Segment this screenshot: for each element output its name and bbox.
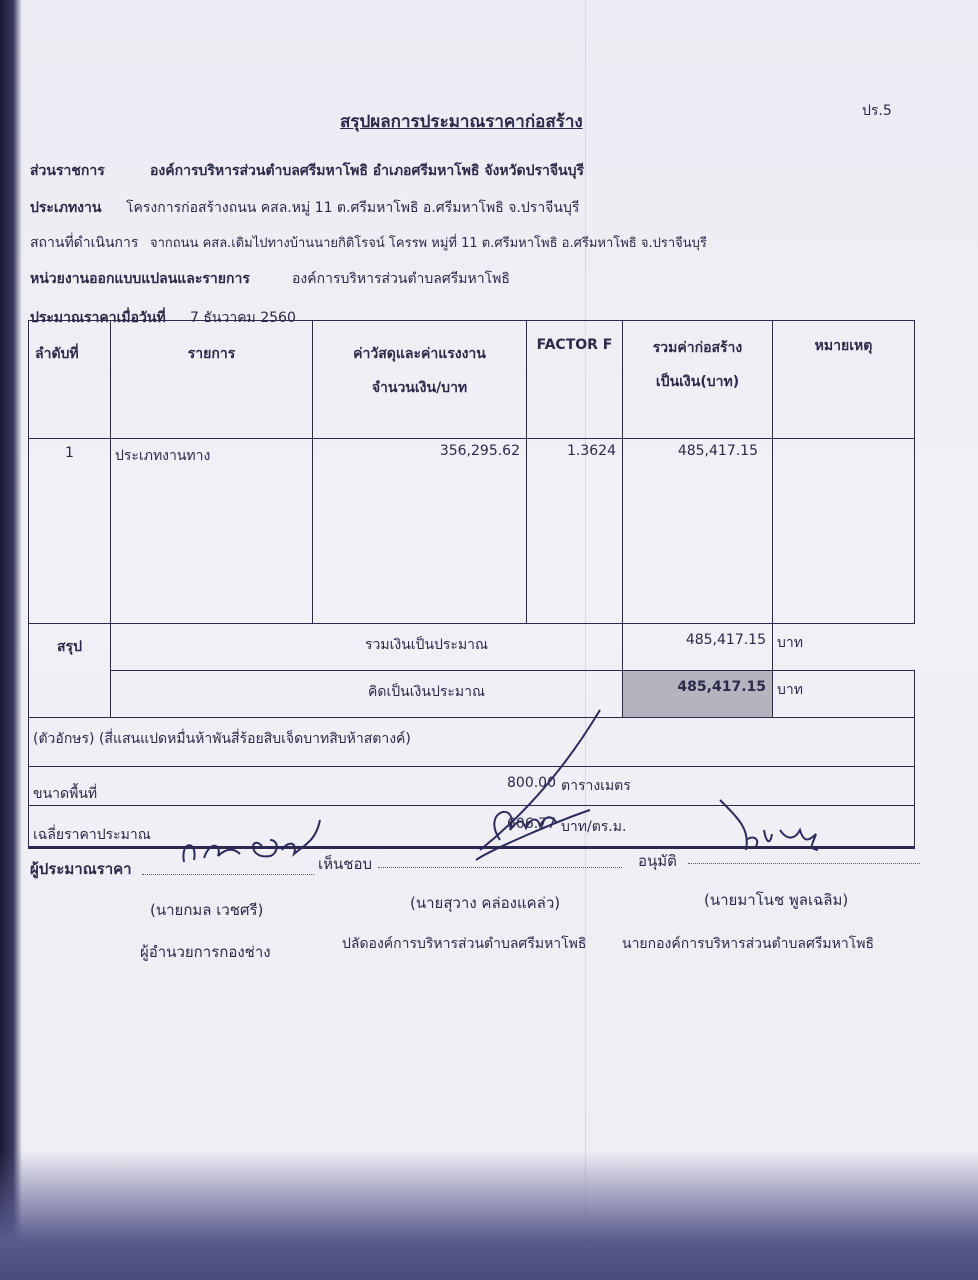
page-bottom-shadow <box>0 1150 978 1280</box>
avg-label: เฉลี่ยราคาประมาณ <box>33 827 151 843</box>
header-cost-line1: ค่าวัสดุและค่าแรงงาน <box>353 346 486 362</box>
row-cost: 356,295.62 <box>313 439 527 624</box>
agency-value: องค์การบริหารส่วนตำบลศรีมหาโพธิ อำเภอศรีมหาโพธิ จังหวัดปราจีนบุรี <box>150 163 585 179</box>
location-value: จากถนน คสล.เดิมไปทางบ้านนายกิติโรจน์ โครรพ หมู่ที่ 11 ต.ศรีมหาโพธิ อ.ศรีมหาโพธิ จ.ปราจีนบุรี <box>150 236 707 251</box>
header-cost-line2: จำนวนเงิน/บาท <box>371 380 468 396</box>
header-factor: FACTOR F <box>527 321 623 439</box>
avg-unit: บาท/ตร.ม. <box>561 819 627 835</box>
header-item: รายการ <box>111 321 313 439</box>
estimator-title: ผู้อำนวยการกองช่าง <box>140 943 271 961</box>
area-value: 800.00 <box>507 775 556 791</box>
estimator-signature <box>170 800 340 880</box>
row-total: 485,417.15 <box>623 439 773 624</box>
authorizer-title: นายกองค์การบริหารส่วนตำบลศรีมหาโพธิ <box>622 936 875 952</box>
summary-label: สรุป <box>29 624 111 718</box>
row-factor: 1.3624 <box>527 439 623 624</box>
sum-total-label: รวมเงินเป็นประมาณ <box>111 624 623 671</box>
table-row <box>29 439 915 624</box>
sum-rounded-value: 485,417.15 <box>623 671 773 718</box>
page-edge-shadow <box>0 0 22 1280</box>
estimator-label: ผู้ประมาณราคา <box>30 860 132 878</box>
designer-label: หน่วยงานออกแบบแปลนและรายการ <box>30 271 250 287</box>
estimate-date-value: 7 ธันวาคม 2560 <box>190 310 296 326</box>
approver-name: (นายสุวาง คล่องแคล่ว) <box>410 894 561 912</box>
area-unit: ตารางเมตร <box>561 778 631 794</box>
summary-total-row <box>29 624 915 671</box>
form-code: ปร.5 <box>862 103 892 119</box>
amount-in-words: (ตัวอักษร) (สี่แสนแปดหมื่นห้าพันสี่ร้อยสิบเจ็ดบาทสิบห้าสตางค์) <box>29 718 915 767</box>
sum-rounded-unit: บาท <box>773 671 915 718</box>
agency-label: ส่วนราชการ <box>30 163 105 179</box>
header-remark: หมายเหตุ <box>773 321 915 439</box>
header-cost <box>313 321 527 439</box>
header-order: ลำดับที่ <box>29 321 111 439</box>
authorizer-signature <box>700 790 840 860</box>
authorizer-sign-line <box>688 863 920 864</box>
approve-label: เห็นชอบ <box>318 855 372 873</box>
worktype-value: โครงการก่อสร้างถนน คสล.หมู่ 11 ต.ศรีมหาโพธิ อ.ศรีมหาโพธิ จ.ปราจีนบุรี <box>126 200 580 216</box>
estimate-date-label: ประมาณราคาเมื่อวันที่ <box>30 310 166 326</box>
location-label: สถานที่ดำเนินการ <box>30 235 139 251</box>
row-remark <box>773 439 915 624</box>
authorizer-name: (นายมาโนช พูลเฉลิม) <box>704 891 849 909</box>
header-total-line1: รวมค่าก่อสร้าง <box>652 340 743 356</box>
table-header-row <box>29 321 915 439</box>
avg-value: 606.77 <box>507 816 556 832</box>
document-title: สรุปผลการประมาณราคาก่อสร้าง <box>340 112 583 132</box>
approver-title: ปลัดองค์การบริหารส่วนตำบลศรีมหาโพธิ <box>342 936 587 952</box>
header-total-line2: เป็นเงิน(บาท) <box>655 374 740 390</box>
row-item: ประเภทงานทาง <box>111 439 313 624</box>
sum-total-unit: บาท <box>773 624 915 671</box>
designer-value: องค์การบริหารส่วนตำบลศรีมหาโพธิ <box>292 271 510 287</box>
header-total <box>623 321 773 439</box>
estimator-name: (นายกมล เวชศรี) <box>150 901 264 919</box>
worktype-label: ประเภทงาน <box>30 200 102 216</box>
sum-total-value: 485,417.15 <box>623 624 773 671</box>
area-label: ขนาดพื้นที่ <box>33 786 98 802</box>
approver-signature <box>440 700 620 900</box>
sum-rounded-label: คิดเป็นเงินประมาณ <box>111 671 623 718</box>
authorize-label: อนุมัติ <box>638 852 677 870</box>
row-order: 1 <box>29 439 111 624</box>
